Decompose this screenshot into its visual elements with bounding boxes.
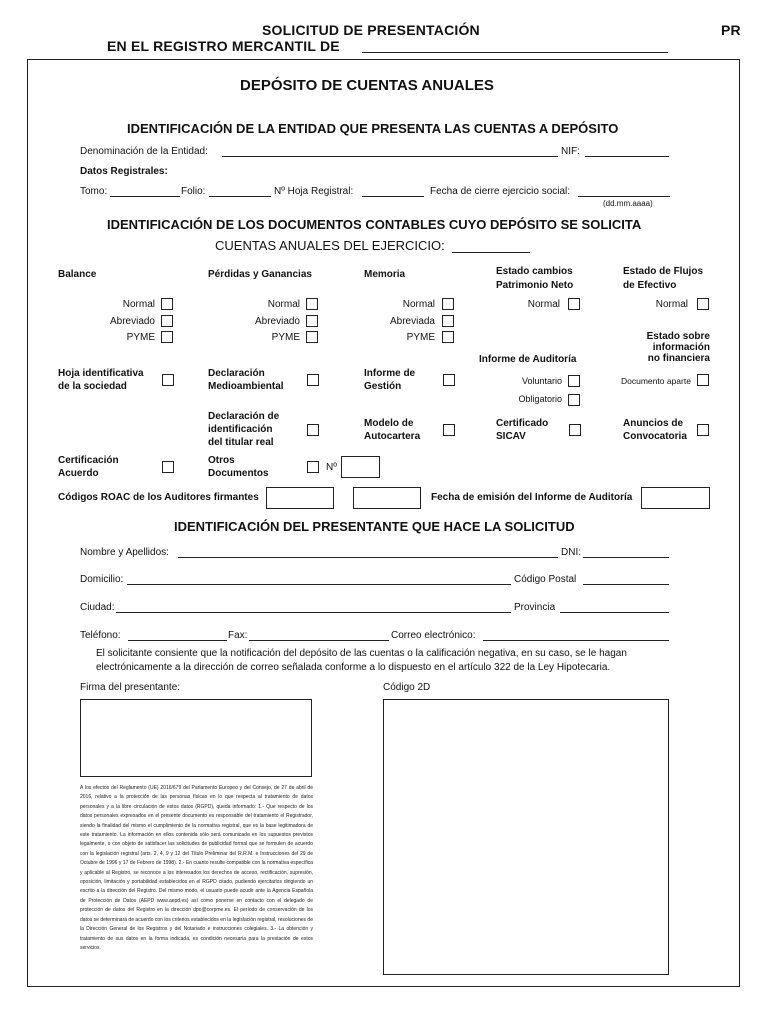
otros-checkbox[interactable] bbox=[307, 461, 319, 473]
nif-label: NIF: bbox=[561, 146, 580, 157]
codigo-postal-label: Código Postal bbox=[514, 574, 577, 585]
registry-name-field[interactable] bbox=[362, 52, 668, 53]
exercise-label: CUENTAS ANUALES DEL EJERCICIO: bbox=[215, 238, 445, 253]
balance-pyme-label: PYME bbox=[126, 332, 155, 343]
informe-gestion-2: Gestión bbox=[364, 381, 402, 392]
estado-sobre-2: información bbox=[652, 342, 710, 353]
estado-flujos-normal-checkbox[interactable] bbox=[697, 298, 709, 310]
estado-sobre-1: Estado sobre bbox=[646, 331, 710, 342]
col-estado-flujos-1: Estado de Flujos bbox=[623, 266, 704, 277]
declaracion-medio-checkbox[interactable] bbox=[307, 374, 319, 386]
deposit-title: DEPÓSITO DE CUENTAS ANUALES bbox=[240, 77, 494, 94]
declaracion-titular-2: identificación bbox=[208, 424, 273, 435]
hoja-identificativa-2: de la sociedad bbox=[58, 381, 127, 392]
provincia-field[interactable] bbox=[560, 612, 669, 613]
certificacion-checkbox[interactable] bbox=[162, 461, 174, 473]
roac-code-field-2[interactable] bbox=[353, 487, 421, 509]
obligatorio-label: Obligatorio bbox=[518, 394, 562, 404]
anuncios-checkbox[interactable] bbox=[697, 424, 709, 436]
signature-box[interactable] bbox=[80, 699, 312, 777]
form-title-line1: SOLICITUD DE PRESENTACIÓN bbox=[262, 22, 480, 38]
perdidas-abreviado-checkbox[interactable] bbox=[306, 315, 318, 327]
entity-section-title: IDENTIFICACIÓN DE LA ENTIDAD QUE PRESENTA LAS CUENTAS A DEPÓSITO bbox=[127, 121, 619, 136]
fax-field[interactable] bbox=[249, 640, 389, 641]
declaracion-medio-2: Medioambiental bbox=[208, 381, 284, 392]
obligatorio-checkbox[interactable] bbox=[568, 394, 580, 406]
nombre-label: Nombre y Apellidos: bbox=[80, 547, 169, 558]
dni-label: DNI: bbox=[561, 547, 581, 558]
exercise-field[interactable] bbox=[452, 252, 530, 253]
informe-auditoria-title: Informe de Auditoría bbox=[479, 354, 577, 365]
domicilio-label: Domicilio: bbox=[80, 574, 124, 585]
anuncios-2: Convocatoria bbox=[623, 431, 687, 442]
col-estado-cambios-1: Estado cambios bbox=[496, 266, 573, 277]
correo-field[interactable] bbox=[483, 640, 669, 641]
informe-gestion-checkbox[interactable] bbox=[443, 374, 455, 386]
certificado-sicav-checkbox[interactable] bbox=[569, 424, 581, 436]
tomo-field[interactable] bbox=[110, 196, 180, 197]
estado-sobre-3: no financiera bbox=[647, 353, 710, 364]
col-estado-flujos-2: de Efectivo bbox=[623, 280, 677, 291]
folio-field[interactable] bbox=[209, 196, 271, 197]
estado-cambios-normal-checkbox[interactable] bbox=[568, 298, 580, 310]
fecha-cierre-field[interactable] bbox=[578, 196, 670, 197]
registry-data-title: Datos Registrales: bbox=[80, 166, 168, 177]
correo-label: Correo electrónico: bbox=[391, 630, 476, 641]
col-balance: Balance bbox=[58, 269, 97, 280]
documento-aparte-label: Documento aparte bbox=[621, 376, 691, 386]
informe-gestion-1: Informe de bbox=[364, 368, 416, 379]
fecha-cierre-label: Fecha de cierre ejercicio social: bbox=[430, 186, 571, 197]
declaracion-medio-1: Declaración bbox=[208, 368, 265, 379]
col-perdidas: Pérdidas y Ganancias bbox=[208, 269, 312, 280]
fecha-emision-label: Fecha de emisión del Informe de Auditoría bbox=[431, 492, 633, 503]
form-code: PR bbox=[721, 22, 741, 38]
firma-label: Firma del presentante: bbox=[80, 682, 181, 693]
memoria-pyme-label: PYME bbox=[406, 332, 435, 343]
anuncios-1: Anuncios de bbox=[623, 418, 684, 429]
fax-label: Fax: bbox=[228, 630, 248, 641]
documento-aparte-checkbox[interactable] bbox=[697, 374, 709, 386]
memoria-pyme-checkbox[interactable] bbox=[442, 331, 454, 343]
voluntario-label: Voluntario bbox=[521, 376, 562, 386]
balance-abreviado-label: Abreviado bbox=[109, 316, 155, 327]
certificacion-1: Certificación bbox=[58, 455, 119, 466]
otros-numero-field[interactable] bbox=[341, 456, 380, 478]
perdidas-pyme-label: PYME bbox=[271, 332, 300, 343]
certificacion-2: Acuerdo bbox=[58, 468, 99, 479]
memoria-abreviada-label: Abreviada bbox=[389, 316, 435, 327]
fecha-emision-field[interactable] bbox=[641, 487, 710, 509]
provincia-label: Provincia bbox=[514, 602, 556, 613]
estado-cambios-normal-label: Normal bbox=[527, 299, 560, 310]
memoria-abreviada-checkbox[interactable] bbox=[442, 315, 454, 327]
declaracion-titular-checkbox[interactable] bbox=[307, 424, 319, 436]
code-2d-box bbox=[383, 699, 669, 975]
hoja-field[interactable] bbox=[362, 196, 424, 197]
balance-abreviado-checkbox[interactable] bbox=[161, 315, 173, 327]
data-protection-notice: A los efectos del Reglamento (UE) 2016/679 del Parlamento Europeo y del Consejo, de 27 de abril de 2016, relativo a la protección de las personas físicas en lo que respecta al tratamiento de datos personales y a la libre circulación de estos datos (RGPD), queda informado: 1.- Que respecto de los datos personales expresados en el presente documento es responsable del tratamiento el Registrador, siendo la finalidad del mismo el cumplimiento de la normativa registral, que es la base legitimadora de este tratamiento. La información en ellos contenida sólo será comunicada en los supuestos previstos legalmente, o con objeto de satisfacer las solicitudes de publicidad formal que se formulen de acuerdo con la legislación registral (arts. 2, 4, 9 y 12 del Título Preliminar del R.R.M. e Instrucciones del 29 de Octubre de 1996 y 17 de Febrero de 1998). 2.- En cuanto resulte compatible con la normativa específica y aplicable al Registro, se reconoce a los interesados los derechos de acceso, rectificación, supresión, oposición, limitación y portabilidad establecidos en el RGPD citado, pudiendo ejercitarlos dirigiendo un escrito a la dirección del Registro. Del mismo modo, el usuario puede acudir ante la Agencia Española de Protección de Datos (AEPD www.aepd.es) así como ponerse en contacto con el delegado de protección de datos del Registro en la dirección dpo@corpme.es. El período de conservación de los datos se determinará de acuerdo con los criterios establecidos en la legislación registral, resoluciones de la Dirección General de los Registros y del Notariado e instrucciones colegiales. 3.- La obtención y tratamiento de sus datos en la forma indicada, es condición necesaria para la prestación de estos servicios. bbox=[80, 785, 313, 951]
documents-section-title: IDENTIFICACIÓN DE LOS DOCUMENTOS CONTABLES CUYO DEPÓSITO SE SOLICITA bbox=[107, 217, 642, 232]
certificado-sicav-2: SICAV bbox=[496, 431, 526, 442]
telefono-label: Teléfono: bbox=[80, 630, 121, 641]
declaracion-titular-1: Declaración de bbox=[208, 411, 280, 422]
dni-field[interactable] bbox=[583, 557, 669, 558]
ciudad-label: Ciudad: bbox=[80, 602, 115, 613]
tomo-label: Tomo: bbox=[80, 186, 108, 197]
codigo-2d-label: Código 2D bbox=[383, 682, 431, 693]
modelo-autocartera-1: Modelo de bbox=[364, 418, 414, 429]
balance-normal-label: Normal bbox=[122, 299, 155, 310]
roac-code-field-1[interactable] bbox=[266, 487, 334, 509]
col-memoria: Memoria bbox=[364, 269, 406, 280]
hoja-label: Nº Hoja Registral: bbox=[274, 186, 354, 197]
denomination-label: Denominación de la Entidad: bbox=[80, 146, 208, 157]
estado-flujos-normal-label: Normal bbox=[655, 299, 688, 310]
modelo-autocartera-2: Autocartera bbox=[364, 431, 421, 442]
balance-pyme-checkbox[interactable] bbox=[161, 331, 173, 343]
presenter-section-title: IDENTIFICACIÓN DEL PRESENTANTE QUE HACE LA SOLICITUD bbox=[174, 519, 575, 534]
nif-field[interactable] bbox=[585, 156, 669, 157]
otros-1: Otros bbox=[208, 455, 235, 466]
telefono-field[interactable] bbox=[128, 640, 227, 641]
denomination-field[interactable] bbox=[222, 156, 558, 157]
perdidas-normal-checkbox[interactable] bbox=[306, 298, 318, 310]
memoria-normal-label: Normal bbox=[402, 299, 435, 310]
codigo-postal-field[interactable] bbox=[583, 584, 669, 585]
numero-label: Nº bbox=[326, 462, 337, 473]
ciudad-field[interactable] bbox=[116, 612, 511, 613]
consent-line-2: electrónicamente a la dirección de correo señalada conforme a lo dispuesto en el artículo 322 de la Ley Hipotecaria. bbox=[96, 662, 611, 673]
folio-label: Folio: bbox=[181, 186, 206, 197]
modelo-autocartera-checkbox[interactable] bbox=[443, 424, 455, 436]
roac-label: Códigos ROAC de los Auditores firmantes bbox=[58, 492, 259, 503]
perdidas-abreviado-label: Abreviado bbox=[254, 316, 300, 327]
form-title-line2: EN EL REGISTRO MERCANTIL DE bbox=[107, 38, 340, 54]
date-format-hint: (dd.mm.aaaa) bbox=[603, 199, 653, 208]
hoja-identificativa-1: Hoja identificativa bbox=[58, 368, 144, 379]
consent-line-1: El solicitante consiente que la notificación del depósito de las cuentas o la calificación negativa, en su caso, se le hagan bbox=[96, 648, 627, 659]
domicilio-field[interactable] bbox=[127, 584, 511, 585]
certificado-sicav-1: Certificado bbox=[496, 418, 549, 429]
memoria-normal-checkbox[interactable] bbox=[442, 298, 454, 310]
voluntario-checkbox[interactable] bbox=[568, 375, 580, 387]
hoja-identificativa-checkbox[interactable] bbox=[162, 374, 174, 386]
perdidas-pyme-checkbox[interactable] bbox=[306, 331, 318, 343]
balance-normal-checkbox[interactable] bbox=[161, 298, 173, 310]
declaracion-titular-3: del titular real bbox=[208, 437, 274, 448]
col-estado-cambios-2: Patrimonio Neto bbox=[496, 280, 574, 291]
otros-2: Documentos bbox=[208, 468, 269, 479]
perdidas-normal-label: Normal bbox=[267, 299, 300, 310]
nombre-field[interactable] bbox=[178, 557, 558, 558]
